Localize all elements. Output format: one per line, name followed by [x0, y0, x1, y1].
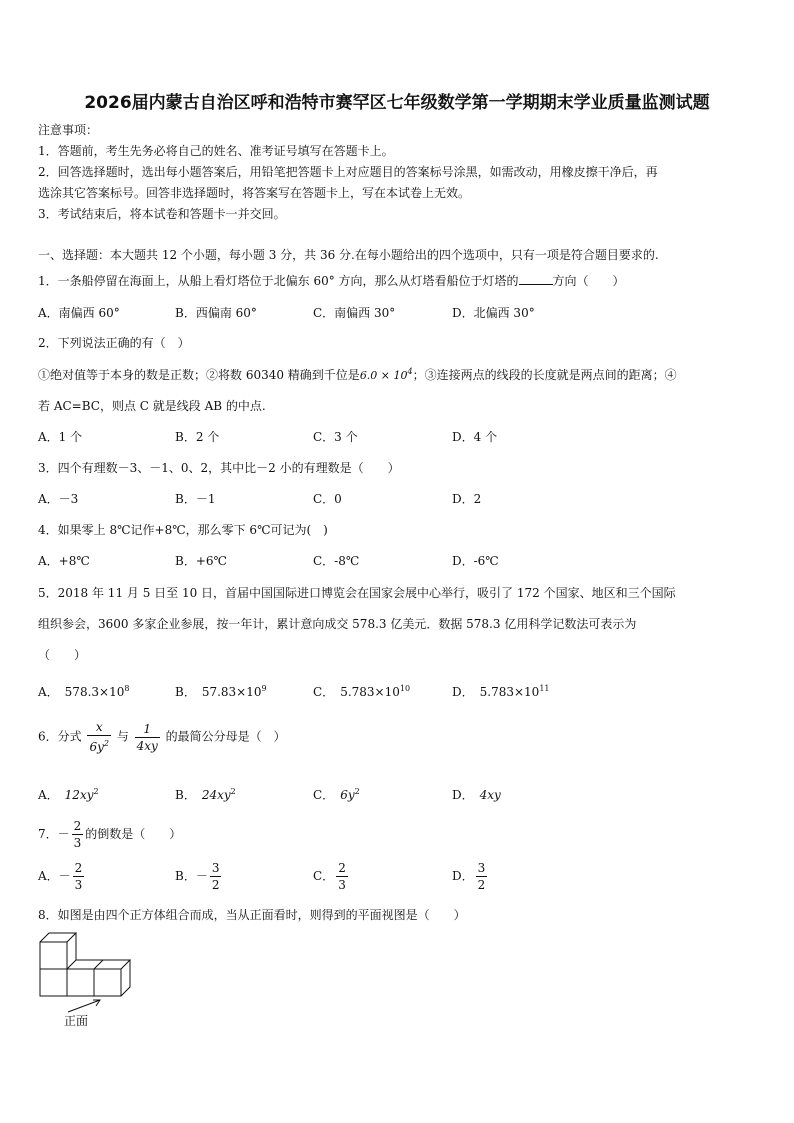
q6-prefix: 6．分式 — [38, 729, 82, 744]
option-label: D． — [452, 869, 474, 883]
fraction-numerator: 3 — [211, 861, 220, 875]
option-label: A．－ — [38, 869, 71, 883]
q5-option-d — [452, 683, 550, 700]
q4-option-b: B．+6℃ — [175, 554, 227, 568]
question-8-stem: 8．如图是由四个正方体组合而成，当从正面看时，则得到的平面视图是（ ） — [38, 908, 466, 922]
fraction-numerator: 3 — [477, 861, 486, 875]
fraction-denominator: 3 — [338, 878, 346, 892]
option-base: 578.3×10 — [64, 685, 125, 699]
q4-option-d: D．-6℃ — [452, 554, 499, 568]
fraction — [72, 818, 84, 851]
q6-option-d — [452, 786, 501, 803]
q3-option-b: B．－1 — [175, 492, 216, 506]
q1-option-b: B．西偏南 60° — [175, 306, 257, 320]
statements-part-1: ①绝对值等于本身的数是正数；②将数 60340 精确到千位是 — [38, 368, 360, 382]
option-fraction — [210, 860, 222, 893]
cube-right-side — [121, 960, 130, 996]
option-value: 24xy — [201, 788, 231, 802]
q5-option-a — [38, 683, 129, 700]
q4-option-c: C．-8℃ — [313, 554, 360, 568]
q2-option-b: B．2 个 — [175, 430, 220, 444]
q7-option-b — [175, 860, 223, 893]
cube-bottom-left — [40, 969, 67, 996]
question-7 — [38, 818, 181, 851]
q7-option-a — [38, 860, 86, 893]
option-exp: 9 — [261, 684, 267, 693]
q5-option-c — [313, 683, 410, 700]
question-1-stem: 1．一条船停留在海面上，从船上看灯塔位于北偏东 60° 方向，那么从灯塔看船位于灯塔的 — [38, 274, 519, 288]
option-value: 6y — [340, 788, 355, 802]
q2-option-c: C．3 个 — [313, 430, 358, 444]
fraction-numerator: 2 — [74, 861, 83, 875]
fraction-numerator: 2 — [73, 819, 82, 833]
cube-right-top-face — [103, 960, 130, 969]
q6-option-b — [175, 786, 236, 803]
q1-option-d: D．北偏西 30° — [452, 306, 535, 320]
option-exp: 8 — [124, 684, 130, 693]
notice-heading: 注意事项： — [38, 123, 99, 137]
fraction-denominator: 4xy — [136, 738, 158, 753]
option-fraction — [336, 860, 348, 893]
page-title: 2026届内蒙古自治区呼和浩特市赛罕区七年级数学第一学期期末学业质量监测试题 — [84, 93, 710, 113]
notice-item-3: 3．考试结束后，将本试卷和答题卡一并交回。 — [38, 207, 286, 221]
option-label: C． — [313, 869, 335, 883]
option-label: B． — [175, 788, 196, 802]
q5-option-b — [175, 683, 267, 700]
question-3-stem: 3．四个有理数－3、－1、0、2，其中比－2 小的有理数是（ ） — [38, 461, 400, 475]
notice-item-2-cont: 选涂其它答案标号。回答非选择题时，将答案写在答题卡上，写在本试卷上无效。 — [38, 186, 471, 200]
fraction-denominator: 3 — [73, 836, 82, 850]
option-base: 5.783×10 — [479, 685, 540, 699]
section-heading: 一、选择题：本大题共 12 个小题，每小题 3 分，共 36 分.在每小题给出的四个选项中，只有一项是符合题目要求的. — [38, 248, 659, 262]
q6-mid: 与 — [116, 729, 129, 744]
question-5-line-2: 组织参会，3600 多家企业参展，按一年计，累计意向成交 578.3 亿美元．数据 578.3 亿用科学记数法可表示为 — [38, 617, 637, 631]
option-fraction — [476, 860, 488, 893]
view-arrow-line — [68, 1000, 100, 1012]
q2-option-d: D．4 个 — [452, 430, 498, 444]
cube-middle-top-face — [76, 960, 103, 969]
question-4-stem: 4．如果零上 8℃记作+8℃，那么零下 6℃可记为( ) — [38, 523, 328, 537]
question-2-statements — [38, 366, 677, 383]
cube-figure — [38, 930, 148, 1038]
option-label: D． — [452, 788, 474, 802]
option-value: 12xy — [64, 788, 94, 802]
notice-item-2: 2．回答选择题时，选出每小题答案后，用铅笔把答题卡上对应题目的答案标号涂黑，如需改动，用橡皮擦干净后，再 — [38, 165, 658, 179]
option-fraction — [73, 860, 85, 893]
sci-exp: 4 — [407, 367, 413, 376]
fraction-denominator — [87, 736, 111, 755]
front-view-label: 正面 — [64, 1014, 89, 1028]
option-value: 4xy — [479, 788, 501, 802]
q6-option-c — [313, 786, 360, 803]
option-exp: 10 — [399, 684, 411, 693]
option-label: A． — [38, 685, 59, 699]
question-1 — [38, 272, 625, 289]
option-label: C． — [313, 685, 335, 699]
fraction-denominator: 2 — [477, 878, 486, 892]
question-2-stem: 2．下列说法正确的有（ ） — [38, 336, 190, 350]
cube-top-face — [40, 933, 76, 942]
question-1-stem-end: 方向（ ） — [552, 274, 625, 288]
q7-suffix: 的倒数是（ ） — [85, 827, 182, 841]
option-base: 5.783×10 — [340, 685, 400, 699]
option-label: B．－ — [175, 869, 208, 883]
den-base: 6y — [89, 740, 104, 754]
option-exp: 11 — [539, 684, 550, 693]
option-exp: 2 — [93, 787, 99, 796]
fraction-numerator: x — [87, 719, 111, 736]
answer-blank — [519, 274, 553, 285]
option-label: B． — [175, 685, 196, 699]
den-exp: 2 — [103, 739, 109, 748]
q3-option-c: C．0 — [313, 492, 342, 506]
cube-top — [40, 942, 67, 969]
question-5-line-1: 5．2018 年 11 月 5 日至 10 日，首届中国国际进口博览会在国家会展中心举行，吸引了 172 个国家、地区和三个国际 — [38, 586, 676, 600]
q4-option-a: A．+8℃ — [38, 554, 90, 568]
sci-notation — [360, 369, 413, 382]
notice-item-1: 1．答题前，考生先务必将自己的姓名、准考证号填写在答题卡上。 — [38, 144, 394, 158]
fraction-denominator: 3 — [74, 878, 83, 892]
fraction-2 — [135, 721, 160, 754]
sci-base: 6.0 × 10 — [359, 369, 408, 382]
option-exp: 2 — [354, 787, 360, 796]
q7-option-d — [452, 860, 489, 893]
q1-option-c: C．南偏西 30° — [313, 306, 396, 320]
q6-suffix: 的最简公分母是（ ） — [165, 729, 286, 744]
q7-prefix: 7．－ — [38, 827, 70, 841]
q3-option-a: A．－3 — [38, 492, 79, 506]
q1-option-a: A．南偏西 60° — [38, 306, 120, 320]
fraction-numerator: 2 — [338, 861, 346, 875]
question-6 — [38, 719, 286, 755]
statements-part-2: ；③连接两点的线段的长度就是两点间的距离；④ — [412, 368, 677, 382]
option-label: D． — [452, 685, 474, 699]
question-2-statement-4: 若 AC=BC，则点 C 就是线段 AB 的中点. — [38, 399, 266, 413]
cube-bottom-right — [94, 969, 121, 996]
q6-option-a — [38, 786, 99, 803]
option-label: C． — [313, 788, 335, 802]
option-exp: 2 — [230, 787, 236, 796]
cube-figure-drawing — [38, 930, 148, 1035]
fraction-denominator: 2 — [211, 878, 220, 892]
q2-option-a: A．1 个 — [38, 430, 83, 444]
option-label: A． — [38, 788, 59, 802]
cube-bottom-middle — [67, 969, 94, 996]
fraction-numerator: 1 — [135, 721, 160, 738]
cube-top-side — [67, 933, 76, 969]
fraction-1 — [87, 719, 111, 755]
q7-option-c — [313, 860, 350, 893]
q3-option-d: D．2 — [452, 492, 482, 506]
question-5-line-3: （ ） — [38, 648, 87, 662]
option-base: 57.83×10 — [201, 685, 262, 699]
